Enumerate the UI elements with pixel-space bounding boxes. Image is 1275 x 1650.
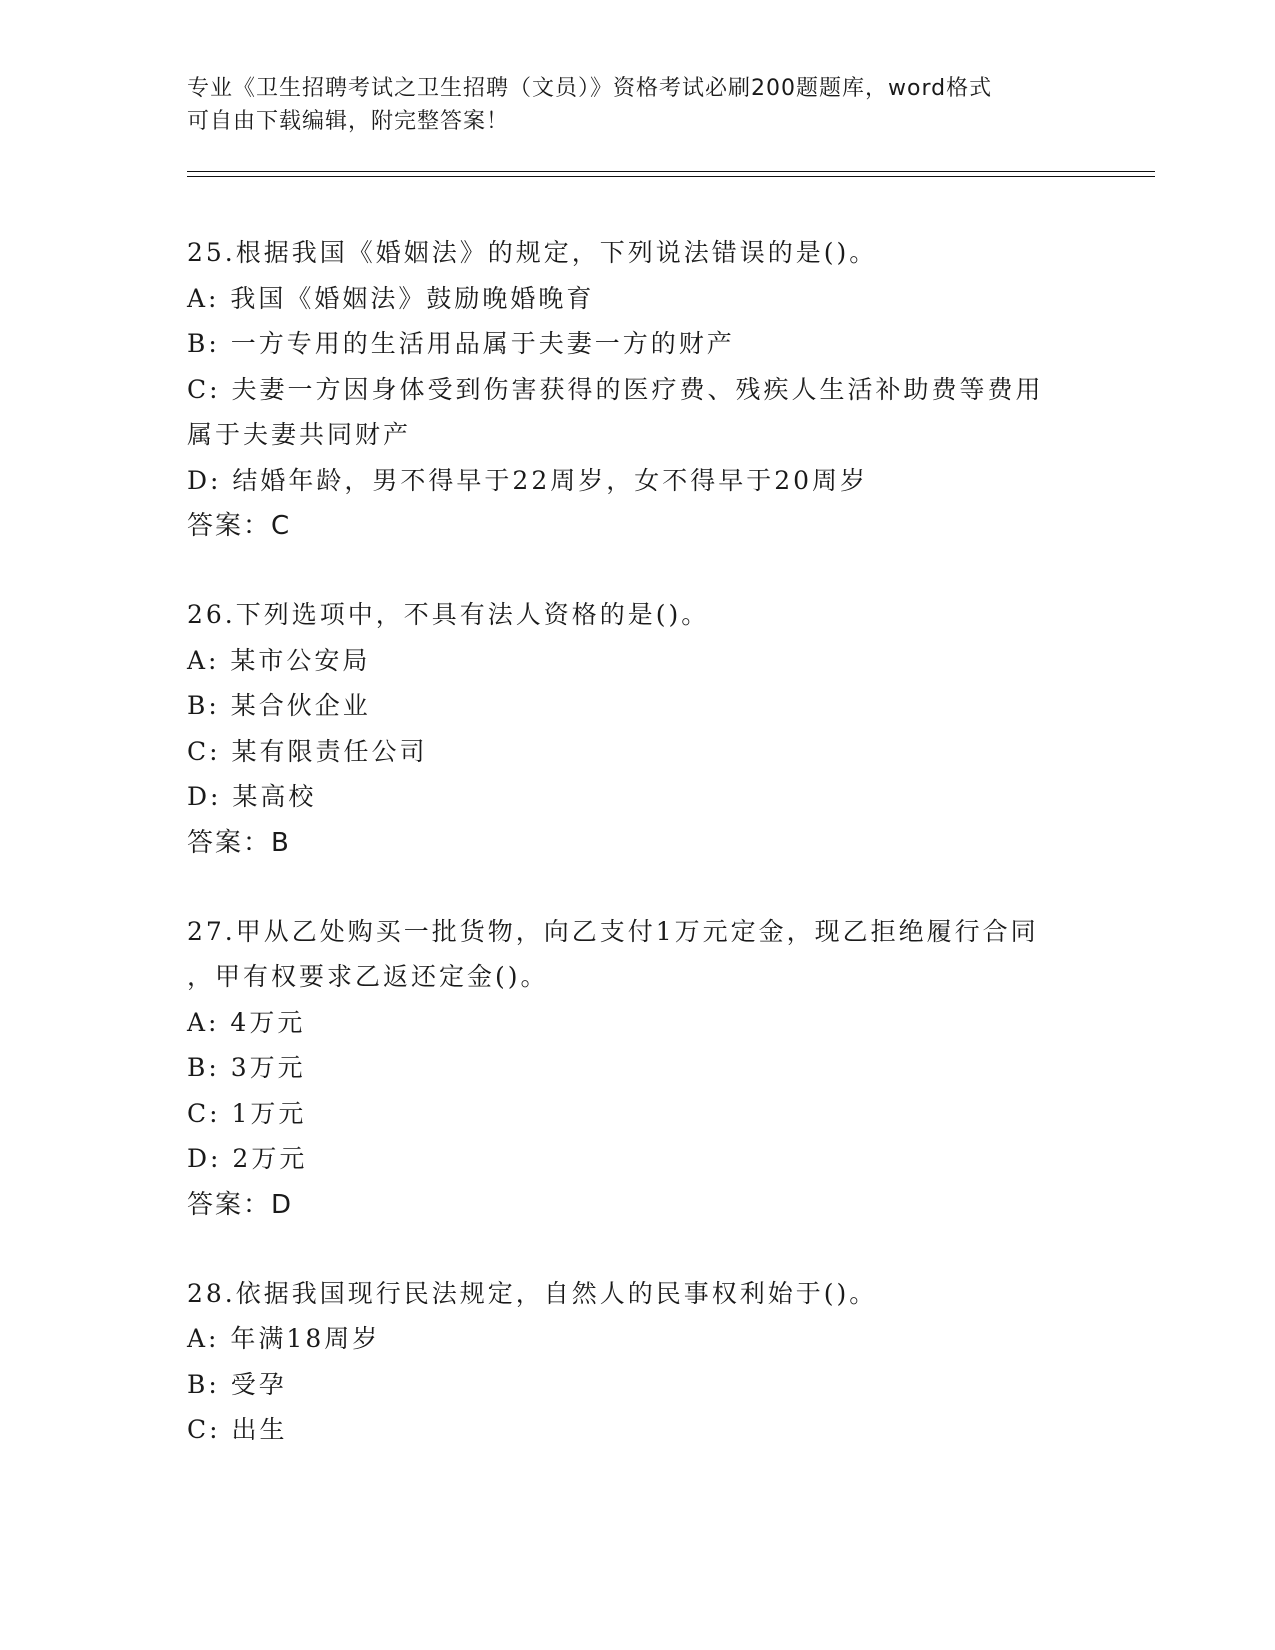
question-block (187, 230, 1087, 549)
header-line-2: 可自由下载编辑，附完整答案！ (187, 109, 510, 134)
answer-option: B: 某合伙企业 (187, 691, 371, 720)
header-divider-top (187, 171, 1155, 172)
question-stem: ，甲有权要求乙返还定金()。 (187, 962, 549, 991)
answer-option: A: 某市公安局 (187, 645, 371, 675)
document-header (187, 72, 1067, 138)
answer-option: D: 2万元 (187, 1144, 308, 1173)
question-list (187, 230, 1087, 1496)
answer-option: B: 受孕 (187, 1369, 287, 1399)
answer-option: C: 夫妻一方因身体受到伤害获得的医疗费、残疾人生活补助费等费用 (187, 374, 1044, 404)
answer-option: D: 某高校 (187, 782, 317, 811)
question-stem: 26.下列选项中，不具有法人资格的是()。 (187, 600, 710, 629)
question-stem: 25.根据我国《婚姻法》的规定，下列说法错误的是()。 (187, 238, 878, 267)
answer-key: 答案：C (187, 511, 292, 541)
answer-option: A: 年满18周岁 (187, 1324, 381, 1353)
header-line-1: 专业《卫生招聘考试之卫生招聘（文员）》资格考试必刷200题题库，word格式 (187, 76, 993, 101)
answer-key: 答案：D (187, 1189, 294, 1220)
question-block (187, 1271, 1087, 1453)
header-divider-bottom (187, 176, 1155, 177)
question-stem: 27.甲从乙处购买一批货物，向乙支付1万元定金，现乙拒绝履行合同 (187, 916, 1039, 946)
question-block (187, 909, 1087, 1228)
answer-option: C: 出生 (187, 1415, 288, 1444)
answer-option: B: 3万元 (187, 1053, 306, 1082)
answer-option: D: 结婚年龄，男不得早于22周岁，女不得早于20周岁 (187, 465, 869, 495)
answer-option: 属于夫妻共同财产 (187, 420, 412, 449)
question-block (187, 592, 1087, 866)
answer-key: 答案：B (187, 827, 291, 858)
answer-option: B: 一方专用的生活用品属于夫妻一方的财产 (187, 329, 735, 358)
answer-option: C: 1万元 (187, 1098, 307, 1128)
answer-option: A: 我国《婚姻法》鼓励晚婚晚育 (187, 283, 595, 313)
answer-option: A: 4万元 (187, 1007, 306, 1037)
answer-option: C: 某有限责任公司 (187, 736, 428, 766)
question-stem: 28.依据我国现行民法规定，自然人的民事权利始于()。 (187, 1278, 878, 1308)
